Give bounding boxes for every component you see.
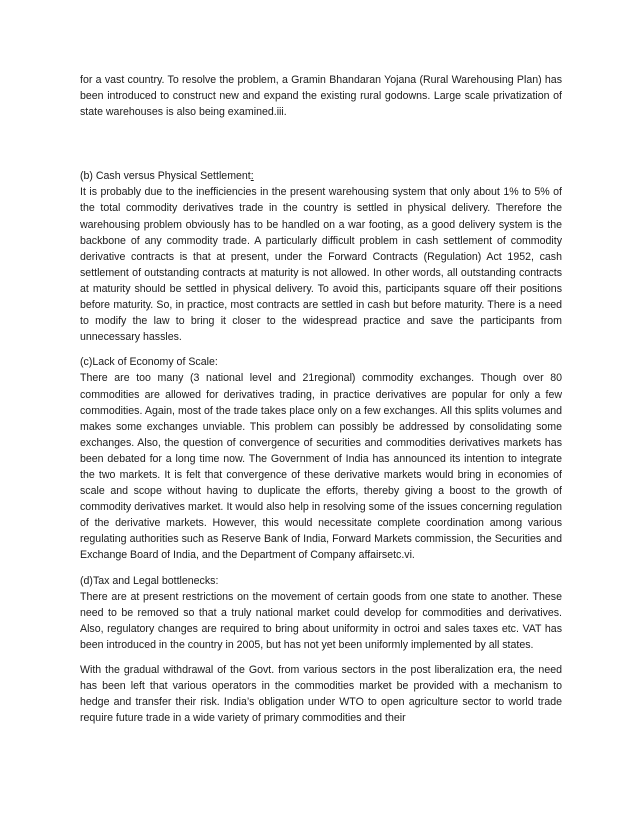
section-spacer (80, 345, 562, 354)
intro-paragraph: for a vast country. To resolve the problem, a Gramin Bhandaran Yojana (Rural Warehousing Plan) has been introduced to construct new and expand the existing rural godowns. Large scale privatization of state warehouses is also being examined.iii. (80, 74, 562, 119)
section-b-heading-colon: : (250, 170, 254, 183)
section-d-body: There are at present restrictions on the movement of certain goods from one state to another. These need to be removed so that a truly national market could develop for commodities and derivatives. Also, regulatory changes are required to bring about uniformity in octroi and sales taxes etc. VAT has been introduced in the country in 2005, but has not yet been uniformly implemented by all states. (80, 590, 562, 651)
section-b-heading-text: (b) Cash versus Physical Settlement (80, 170, 251, 183)
section-b-body: It is probably due to the inefficiencies in the present warehousing system that only about 1% to 5% of the total commodity derivatives trade in the country is settled in physical delivery. Therefore the warehousing problem obviously has to be handled on a war footing, as a good delivery system is the backbone of any commodity trade. A particularly difficult problem in cash settlement of commodity derivative contracts is that at present, under the Forward Contracts (Regulation) Act 1952, cash settlement of outstanding contracts at maturity is not allowed. In other words, all outstanding contracts at maturity should be settled in physical delivery. To avoid this, participants square off their positions before maturity. So, in practice, most contracts are settled in cash but before maturity. There is a need to modify the law to bring it closer to the widespread practice and save the participants from unnecessary hassles. (80, 186, 562, 344)
section-spacer (80, 653, 562, 662)
section-c-heading: (c)Lack of Economy of Scale: (80, 356, 218, 369)
section-spacer (80, 120, 562, 168)
section-b-heading (80, 168, 562, 184)
section-c-body: There are too many (3 national level and 21regional) commodity exchanges. Though over 80 commodities are allowed for derivatives trading, in practice derivatives are popular for only a few commodities. Again, most of the trade takes place only on a few exchanges. All this splits volumes and makes some exchanges unviable. This problem can possibly be addressed by consolidating some exchanges. Also, the question of convergence of securities and commodities derivatives markets has been debated for a long time now. The Government of India has announced its intention to integrate the two markets. It is felt that convergence of these derivative markets would bring in economies of scale and scope without having to duplicate the efforts, thereby giving a boost to the growth of commodity derivatives market. It would also help in resolving some of the issues concerning regulation of the derivative markets. However, this would necessitate complete coordination among various regulating authorities such as Reserve Bank of India, Forward Markets commission, the Securities and Exchange Board of India, and the Department of Company affairsetc.vi. (80, 372, 562, 562)
section-d-heading: (d)Tax and Legal bottlenecks: (80, 574, 219, 587)
document-page (80, 72, 562, 726)
closing-paragraph: With the gradual withdrawal of the Govt. from various sectors in the post liberalization era, the need has been left that various operators in the commodities market be provided with a mechanism to hedge and transfer their risk. India’s obligation under WTO to open agriculture sector to world trade require future trade in a wide variety of primary commodities and their (80, 664, 562, 725)
section-spacer (80, 564, 562, 573)
